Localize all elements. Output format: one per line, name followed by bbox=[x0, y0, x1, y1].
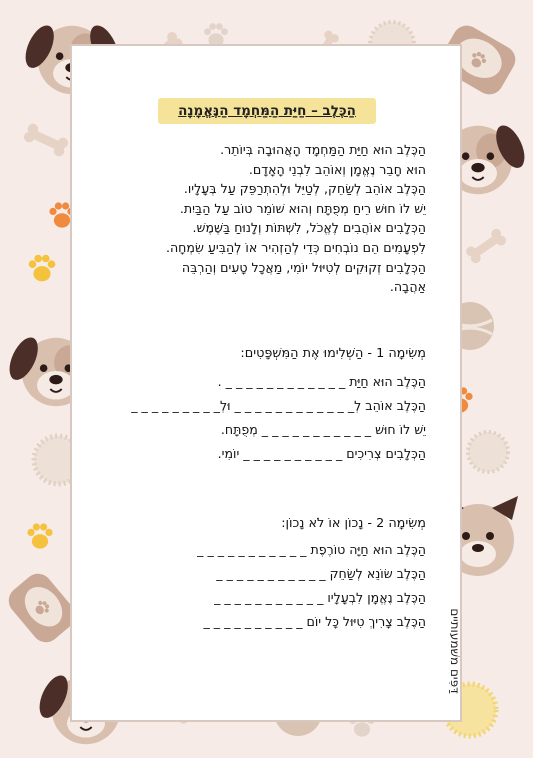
bone-icon bbox=[22, 122, 70, 158]
paragraph-line: הַכֶּלֶב הוּא חַיַּת הַמַּחְמָד הָאֲהוּבָה בְּיוֹתֵר. bbox=[220, 142, 426, 157]
task1-line[interactable]: הַכֶּלֶב אוֹהֵב לְ_ _ _ _ _ _ _ _ _ _ _ _ וּלְ_ _ _ _ _ _ _ _ _ bbox=[131, 398, 426, 413]
paragraph-line: הַכֶּלֶב אוֹהֵב לְשַׂחֵק, לְטַיֵּל וּלְהִתְרַפֵּק עַל בְּעָלָיו. bbox=[183, 181, 426, 197]
paragraph-line: יֵשׁ לוֹ חוּשׁ רֵיחַ מְפֻתָּח וְהוּא שׁוֹמֵר טוֹב עַל הַבַּיִת. bbox=[179, 200, 426, 216]
task1-line[interactable]: הַכֶּלֶב הוּא חַיַּת _ _ _ _ _ _ _ _ _ _ _ _ . bbox=[217, 374, 426, 389]
task2-line[interactable]: הַכֶּלֶב צָרִיךְ טִיּוּל כָּל יוֹם _ _ _ _ _ _ _ _ _ _ bbox=[203, 614, 426, 629]
paw-icon bbox=[29, 255, 56, 282]
reading-paragraph bbox=[92, 140, 426, 297]
task2-line[interactable]: הַכֶּלֶב הוּא חַיָּה טוֹרֶפֶת _ _ _ _ _ _ _ _ _ _ _ bbox=[197, 542, 426, 557]
paragraph-line: הוּא חָבֵר נֶאֱמָן וְאוֹהֵב לִבְנֵי הָאָדָם. bbox=[248, 161, 426, 177]
page-title: הַכֶּלֶב – חַיַּת הַמַּחְמָד הַנֶּאֱמָנָה bbox=[178, 103, 356, 119]
paragraph-line: אַהֲבָה. bbox=[389, 279, 426, 295]
task2-line[interactable]: הַכֶּלֶב נֶאֱמָן לִבְעָלָיו _ _ _ _ _ _ _ _ _ _ _ bbox=[214, 590, 426, 605]
paw-icon bbox=[27, 523, 52, 548]
task1-heading: מְשִׂימָה 1 - הַשְׁלִימוּ אֶת הַמִּשְׁפָּטִים: bbox=[240, 346, 426, 361]
task1-line[interactable]: הַכְּלָבִים צְרִיכִים _ _ _ _ _ _ _ _ _ _ יוֹמִי. bbox=[217, 446, 426, 461]
title-banner bbox=[158, 98, 376, 124]
bone-icon bbox=[464, 227, 508, 265]
paragraph-line: לִפְעָמִים הֵם נוֹבְחִים כְּדֵי לְהַזְהִיר אוֹ לְהַבִּיעַ שִׂמְחָה. bbox=[165, 239, 426, 255]
paragraph-line: הַכְּלָבִים אוֹהֲבִים לֶאֱכֹל, לִשְׁתּוֹת וְלָנוּחַ בַּשֶּׁמֶשׁ. bbox=[192, 220, 426, 236]
paragraph-line: הַכְּלָבִים זְקוּקִים לְטִיּוּל יוֹמִי, מַאֲכָל טָעִים וְהַרְבֵּה bbox=[181, 259, 426, 275]
task1-line[interactable]: יֵשׁ לוֹ חוּשׁ _ _ _ _ _ _ _ _ _ _ _ מְפֻתָּח. bbox=[220, 422, 426, 437]
task2-line[interactable]: הַכֶּלֶב שׂוֹנֵא לְשַׂחֵק _ _ _ _ _ _ _ _ _ _ _ bbox=[216, 566, 426, 581]
pompom-icon bbox=[468, 432, 508, 472]
task2-heading: מְשִׂימָה 2 - נָכוֹן אוֹ לֹא נָכוֹן: bbox=[281, 516, 426, 531]
credit-text: דַּפִּים משׁמעותיים bbox=[448, 608, 462, 694]
